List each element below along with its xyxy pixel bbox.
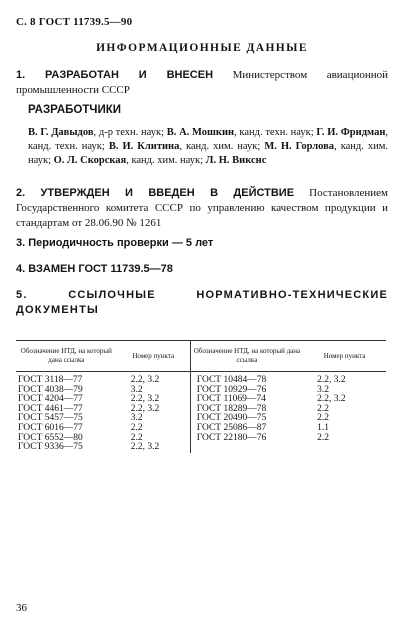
developer-title: , канд. хим. наук; (126, 155, 206, 166)
table-cell (303, 443, 386, 453)
table-cell: 2.2, 3.2 (317, 375, 346, 385)
column-header: Номер пункта (117, 341, 191, 372)
table-cell: ГОСТ 4461—77 (18, 403, 83, 414)
section-1-text: Министерством авиационной промышленности СССР (16, 69, 389, 96)
table-cell: 2.2, 3.2 (130, 403, 160, 414)
table-header-row (16, 341, 386, 372)
table-cell: 1.1 (317, 422, 330, 433)
developers-heading: РАЗРАБОТЧИКИ (28, 104, 121, 116)
references-table (16, 340, 386, 453)
section-4 (16, 262, 388, 277)
table-cell: ГОСТ 3118—77 (18, 375, 83, 385)
table-cell: 2.2 (130, 432, 143, 443)
developer-name: В. Г. Давыдов (28, 127, 94, 138)
developer-title: , д-р техн. наук; (93, 127, 167, 138)
section-5-text: 5. ССЫЛОЧНЫЕ НОРМАТИВНО-ТЕХНИЧЕСКИЕ ДОКУМЕНТЫ (16, 289, 388, 316)
table-cell: ГОСТ 9336—75 (18, 442, 83, 453)
section-5 (16, 288, 388, 318)
table-cell: 2.2, 3.2 (130, 394, 160, 405)
table-cell: ГОСТ 6552—80 (18, 432, 83, 443)
table-cell: ГОСТ 4204—77 (18, 394, 83, 405)
table-cell: 2.2 (317, 403, 330, 414)
developer-title: , канд. техн. наук; (28, 127, 389, 152)
section-2 (16, 186, 388, 231)
table-cell: 2.2, 3.2 (130, 442, 160, 453)
developer-title: , канд. хим. наук; (179, 141, 265, 152)
section-3-text: 3. Периодичность проверки — 5 лет (16, 237, 214, 249)
page-title: ИНФОРМАЦИОННЫЕ ДАННЫЕ (96, 42, 308, 54)
section-1 (16, 68, 388, 98)
developer-title: , канд. техн. наук; (234, 127, 317, 138)
page-number: 36 (16, 602, 27, 614)
developer-title: , канд. хим. наук; (28, 141, 389, 166)
table-cell: ГОСТ 22180—76 (190, 434, 303, 444)
developers-list (28, 126, 388, 168)
section-2-heading: 2. УТВЕРЖДЕН И ВВЕДЕН В ДЕЙСТВИЕ (16, 187, 295, 199)
table-cell: ГОСТ 20490—75 (190, 414, 303, 424)
developer-name: В. А. Мошкин (166, 127, 235, 138)
developer-name: В. И. Клитина (108, 141, 180, 152)
developer-name: О. Л. Скорская (53, 155, 127, 166)
table-cell: ГОСТ 10484—78 (190, 372, 303, 386)
developer-name: Г. И. Фридман (316, 127, 386, 138)
column-header: Обозначение НТД, на который дана ссылка (16, 341, 117, 372)
table-cell: ГОСТ 11069—74 (190, 395, 303, 405)
page-header: С. 8 ГОСТ 11739.5—90 (16, 16, 133, 28)
section-4-text: 4. ВЗАМЕН ГОСТ 11739.5—78 (16, 263, 173, 275)
table-cell: 2.2, 3.2 (130, 375, 160, 385)
column-header: Номер пункта (303, 341, 386, 372)
table-cell: 3.2 (130, 384, 143, 395)
table-cell: ГОСТ 25086—87 (190, 424, 303, 434)
table-cell: 2.2 (130, 422, 143, 433)
table-cell: ГОСТ 6016—77 (18, 422, 83, 433)
section-1-heading: 1. РАЗРАБОТАН И ВНЕСЕН (16, 69, 214, 81)
section-2-text: Постановлением Государственного комитета СССР по управлению качеством продукции и стандартам от 28.06.90 № 1261 (16, 187, 388, 229)
developer-name: М. Н. Горлова (264, 141, 335, 152)
section-3 (16, 236, 388, 251)
table-cell: ГОСТ 10929—76 (190, 386, 303, 396)
table-row (16, 372, 386, 386)
table-cell: ГОСТ 4038—79 (18, 384, 83, 395)
table-row (16, 443, 386, 453)
table-cell: 3.2 (130, 413, 143, 424)
table-cell: 3.2 (317, 384, 330, 395)
table-cell (190, 443, 303, 453)
column-header: Обозначение НТД, на который дана ссылка (190, 341, 303, 372)
table-cell: ГОСТ 5457—75 (18, 413, 83, 424)
table-cell: 2.2, 3.2 (317, 394, 346, 405)
developer-name: Л. Н. Викснс (205, 155, 267, 166)
table-cell: ГОСТ 18289—78 (190, 405, 303, 415)
table-cell: 2.2 (317, 413, 330, 424)
table-cell: 2.2 (317, 432, 330, 443)
